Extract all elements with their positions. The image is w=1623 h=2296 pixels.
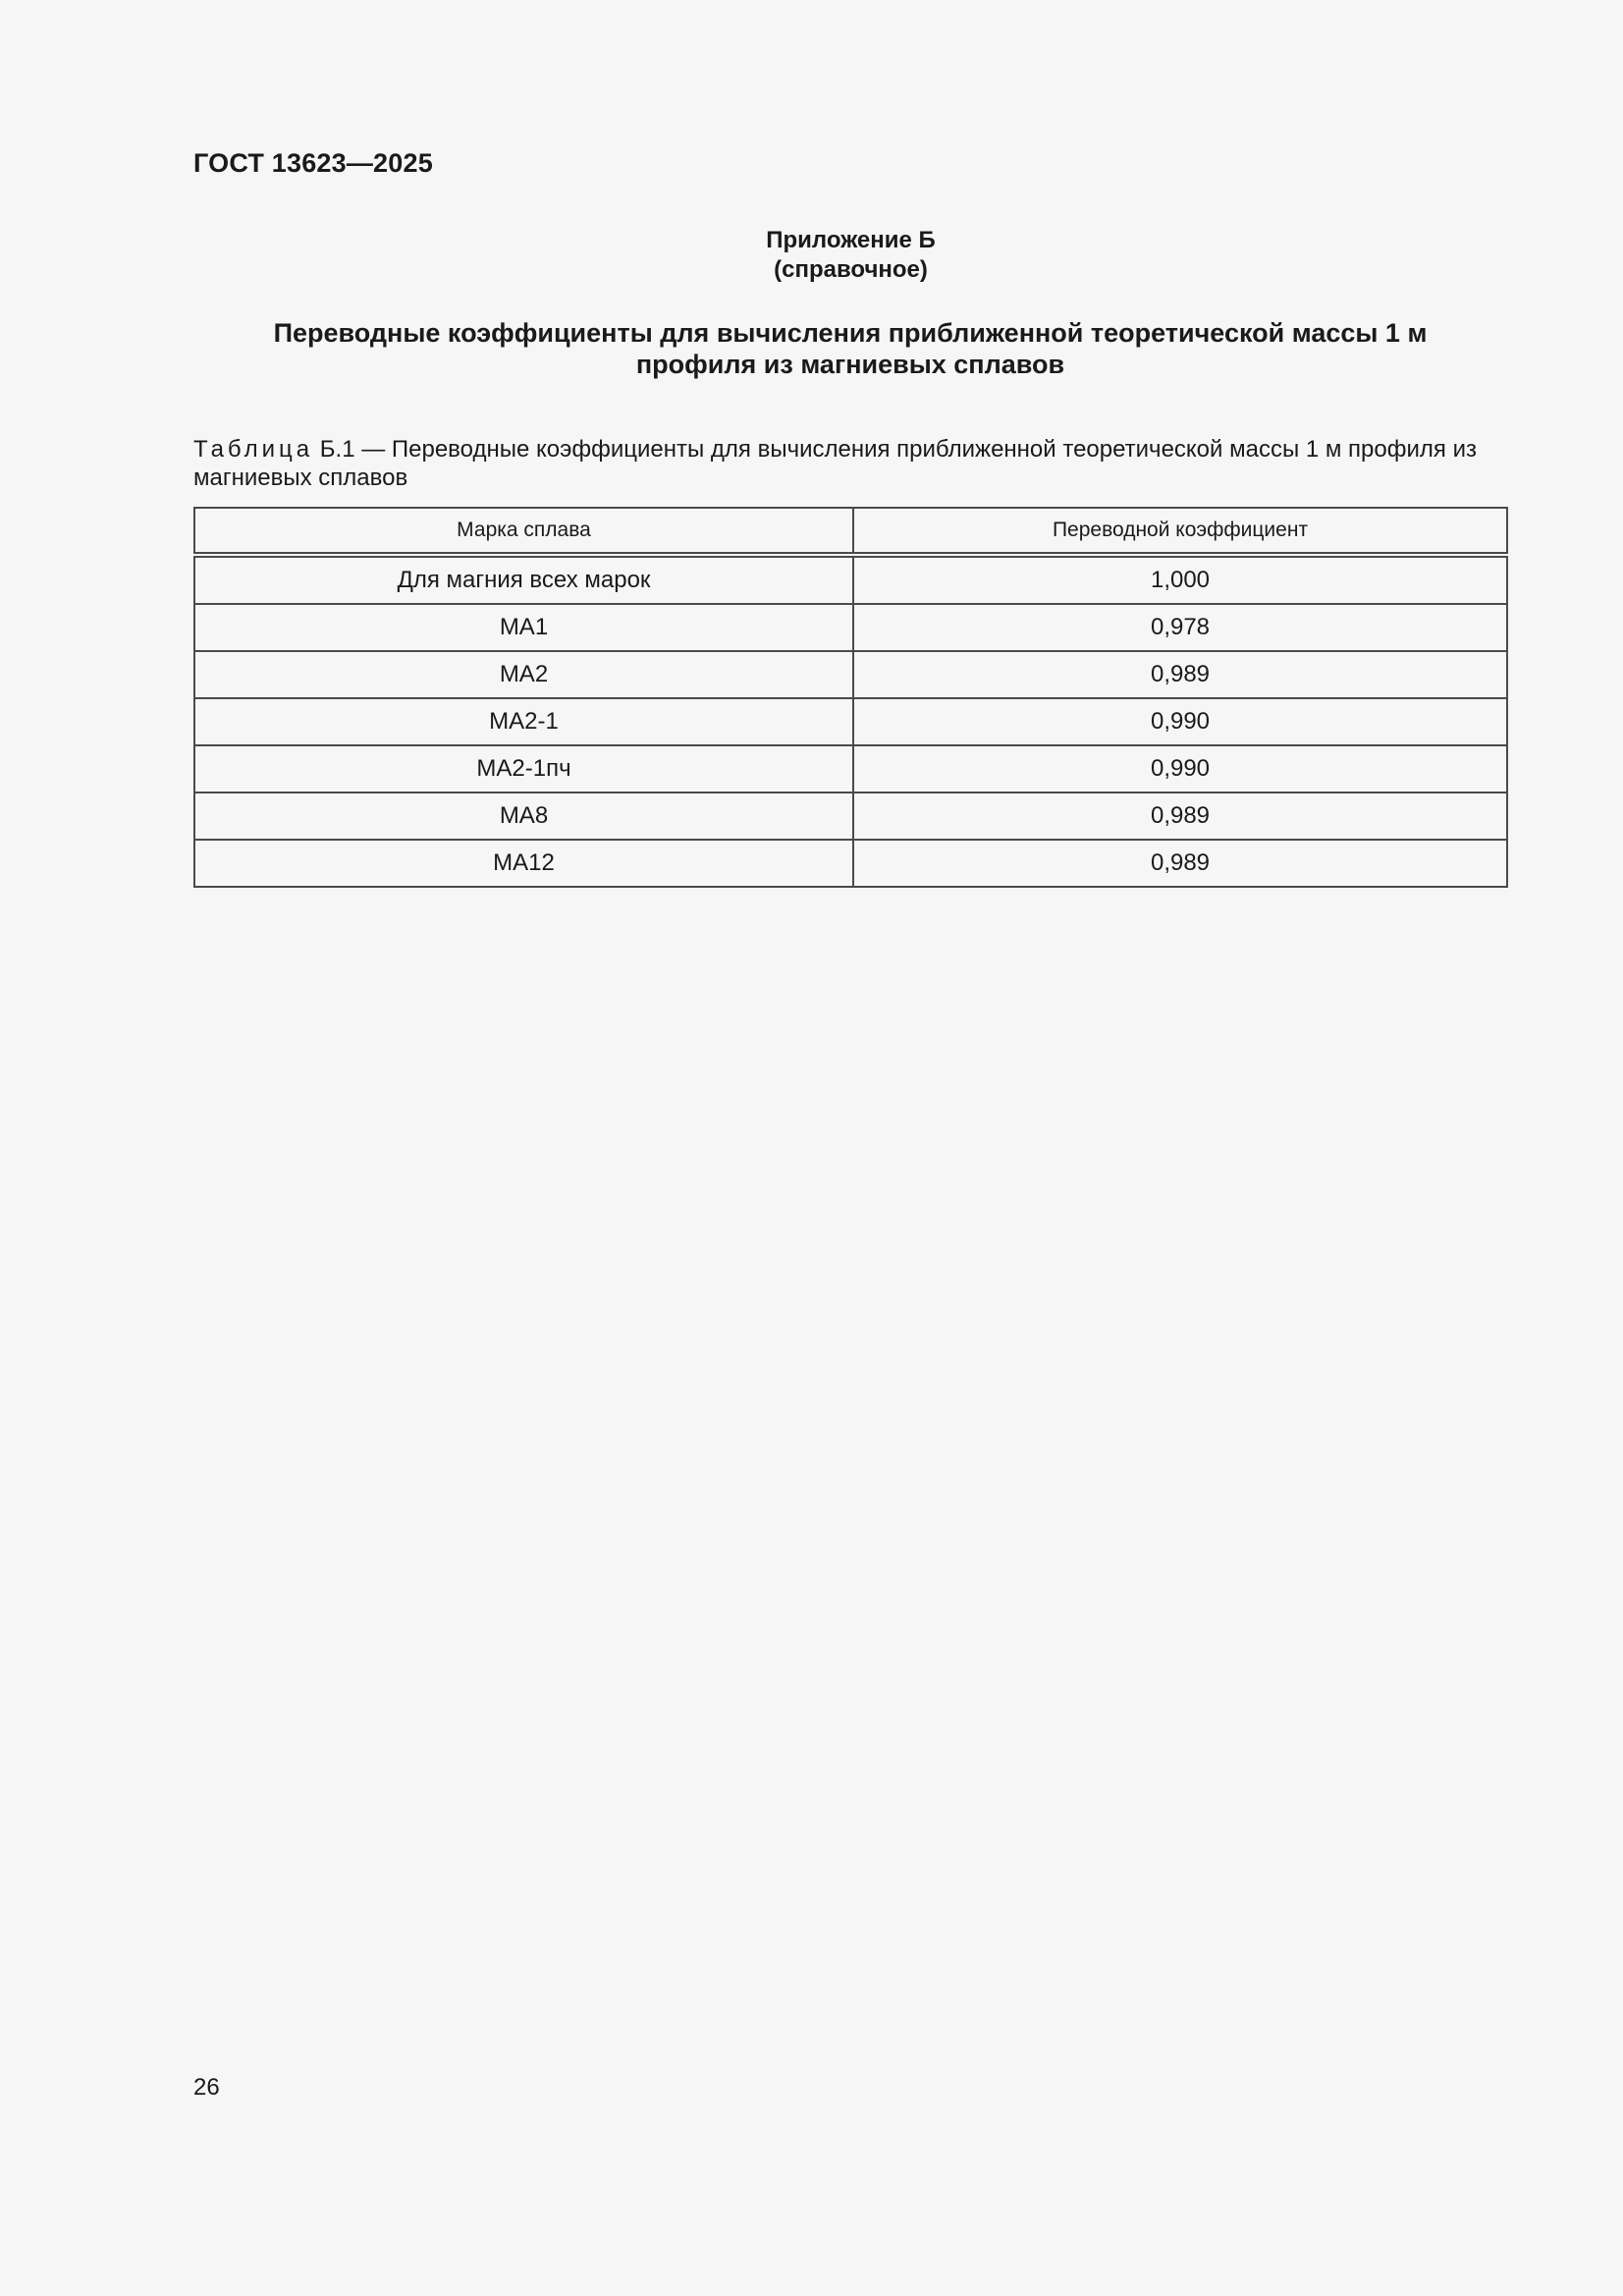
table-row bbox=[194, 840, 1507, 887]
column-header-conversion-factor: Переводной коэффициент bbox=[853, 508, 1507, 555]
appendix-subtitle: (справочное) bbox=[774, 256, 928, 283]
conversion-factor-cell: 0,990 bbox=[853, 698, 1507, 745]
table-header-row bbox=[194, 508, 1507, 555]
alloy-grade-cell: Для магния всех марок bbox=[194, 555, 853, 604]
table-row bbox=[194, 698, 1507, 745]
table-caption-text: Б.1 — Переводные коэффициенты для вычисления приближенной теоретической массы 1 м профиля из магниевых сплавов bbox=[193, 436, 1477, 491]
section-title-line-2: профиля из магниевых сплавов bbox=[635, 350, 1065, 379]
conversion-factor-cell: 0,990 bbox=[853, 745, 1507, 793]
table-caption-label: Таблица bbox=[193, 436, 314, 463]
alloy-grade-cell: МА8 bbox=[194, 793, 853, 840]
document-code: ГОСТ 13623—2025 bbox=[193, 148, 433, 178]
appendix-title: Приложение Б bbox=[766, 227, 936, 253]
conversion-factor-cell: 0,989 bbox=[853, 840, 1507, 887]
page-number: 26 bbox=[193, 2074, 220, 2101]
conversion-factor-cell: 0,989 bbox=[853, 793, 1507, 840]
table-row bbox=[194, 745, 1507, 793]
conversion-factor-cell: 1,000 bbox=[853, 555, 1507, 604]
conversion-factor-cell: 0,989 bbox=[853, 651, 1507, 698]
table-row bbox=[194, 555, 1507, 604]
appendix-heading bbox=[0, 226, 1623, 285]
conversion-factors-table bbox=[193, 507, 1508, 888]
alloy-grade-cell: МА2-1пч bbox=[194, 745, 853, 793]
section-title bbox=[193, 317, 1507, 380]
column-header-alloy-grade: Марка сплава bbox=[194, 508, 853, 555]
conversion-factor-cell: 0,978 bbox=[853, 604, 1507, 651]
table-row bbox=[194, 651, 1507, 698]
alloy-grade-cell: МА2 bbox=[194, 651, 853, 698]
table-row bbox=[194, 793, 1507, 840]
section-title-line-1: Переводные коэффициенты для вычисления приближенной теоретической массы 1 м bbox=[273, 318, 1428, 348]
alloy-grade-cell: МА1 bbox=[194, 604, 853, 651]
alloy-grade-cell: МА2-1 bbox=[194, 698, 853, 745]
alloy-grade-cell: МА12 bbox=[194, 840, 853, 887]
table-caption bbox=[193, 435, 1509, 492]
table-row bbox=[194, 604, 1507, 651]
